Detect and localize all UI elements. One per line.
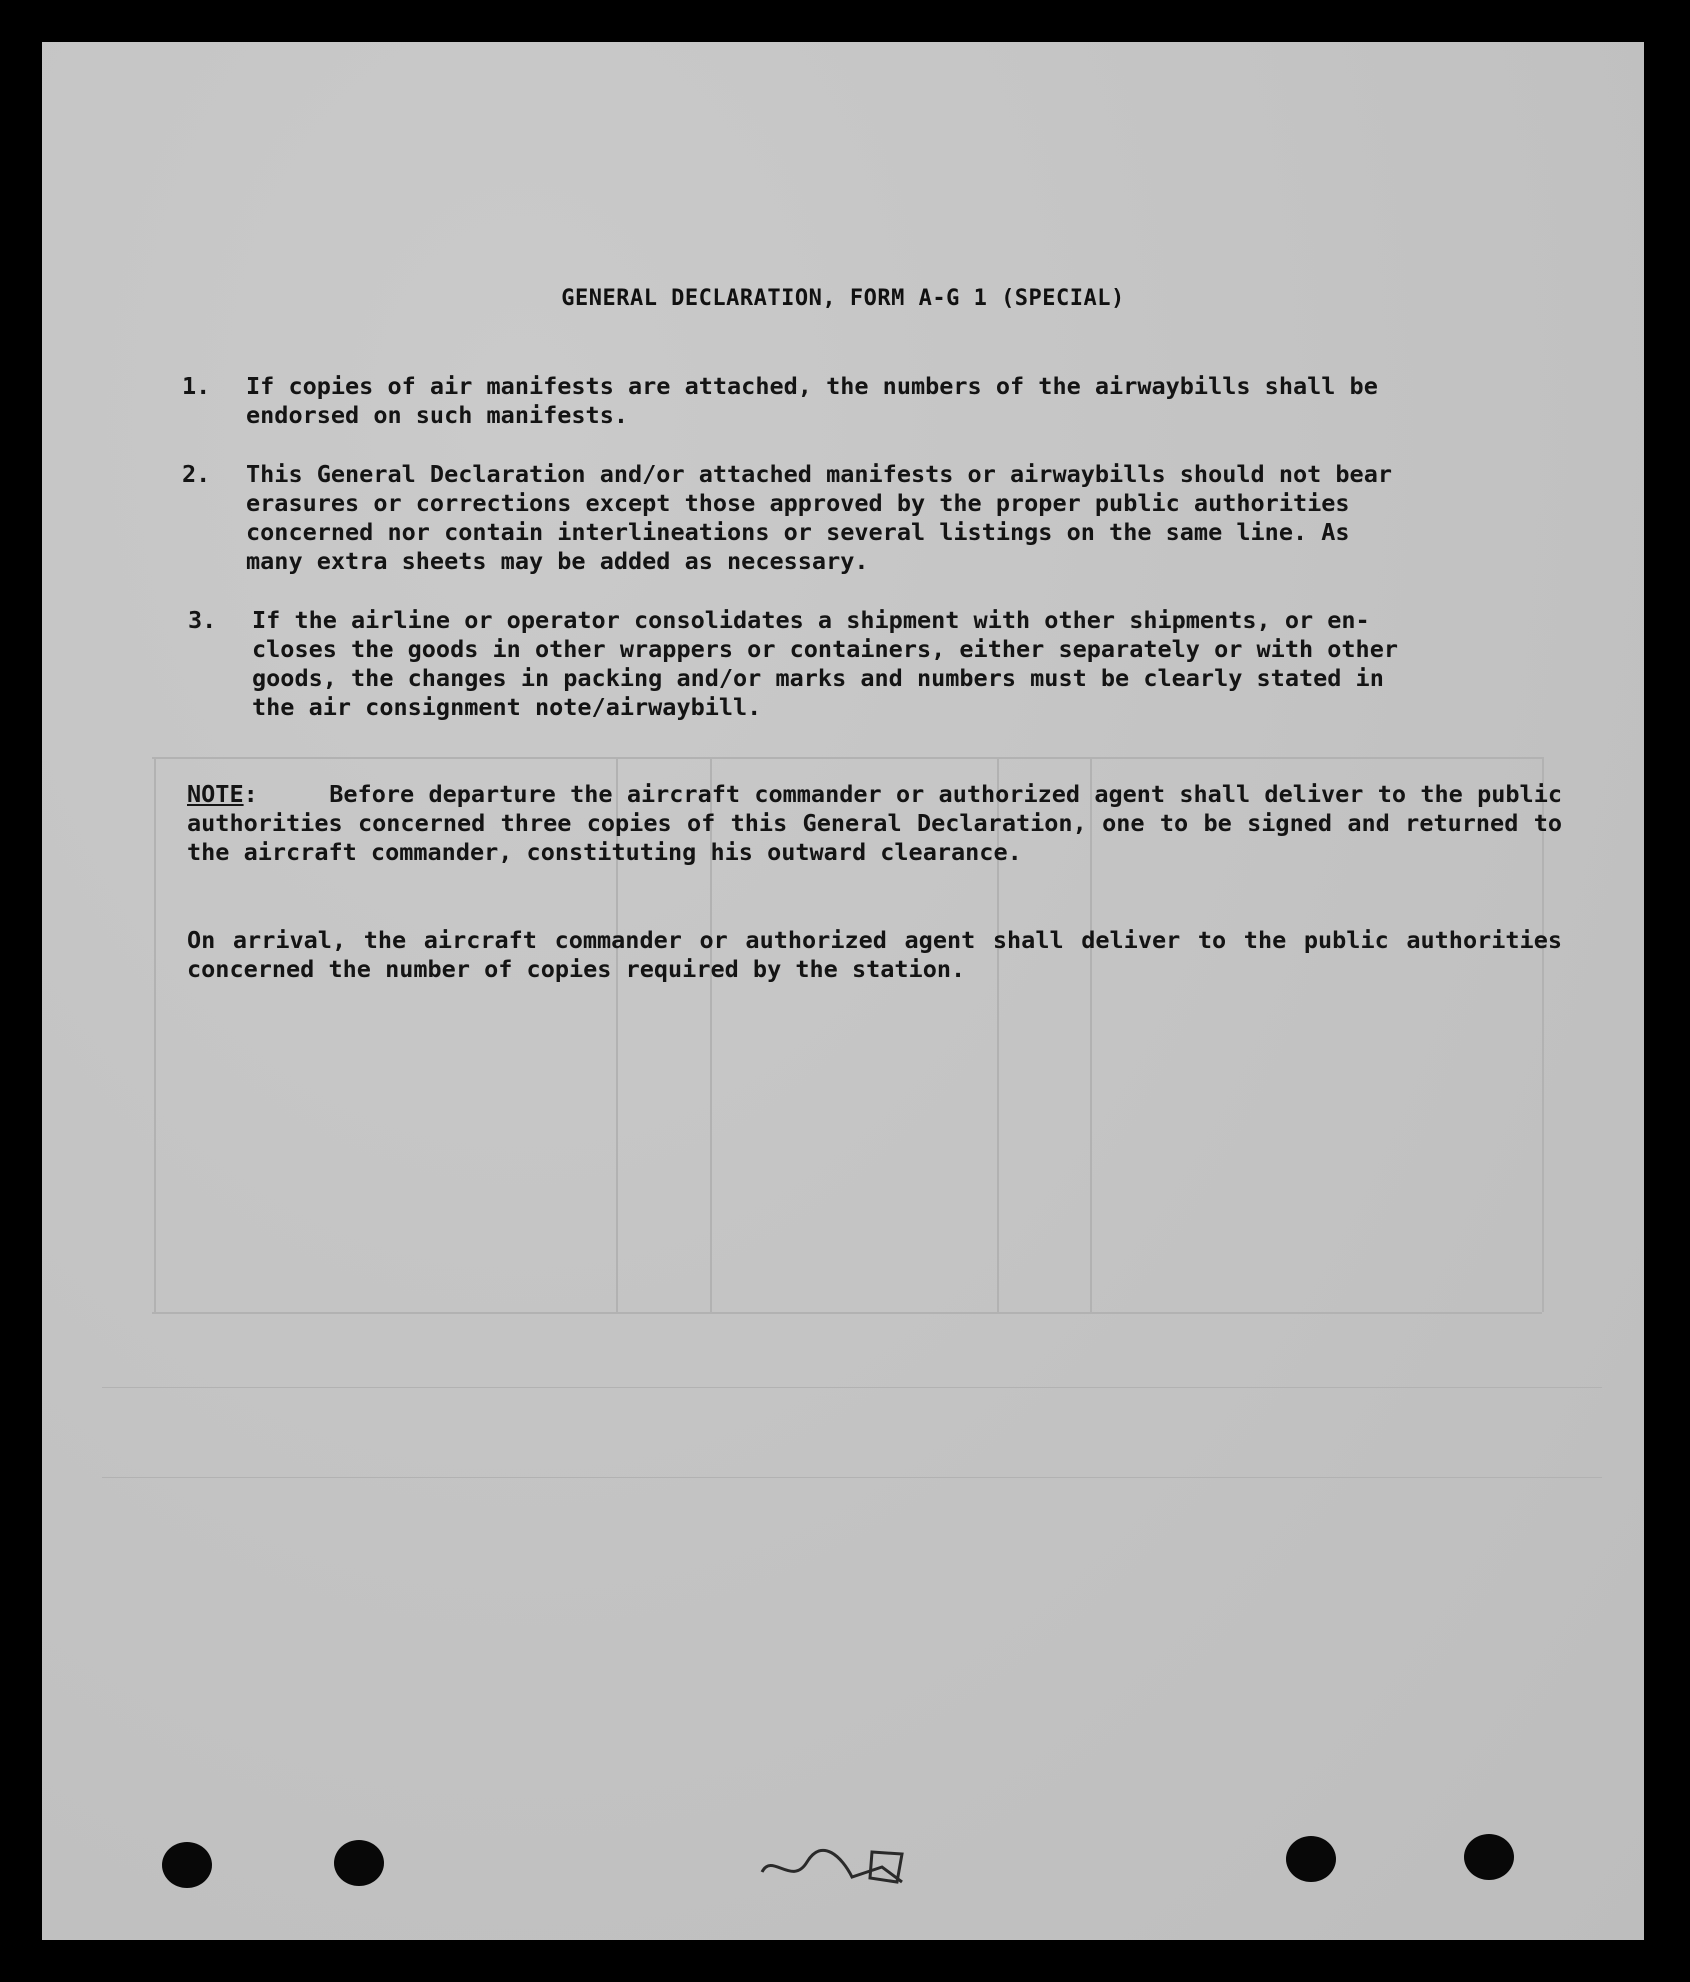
handwritten-mark [752, 1832, 922, 1912]
list-item-text: If copies of air manifests are attached, the numbers of the airwaybills shall be endorsed on such manifests. [246, 372, 1378, 429]
arrival-paragraph: On arrival, the aircraft commander or authorized agent shall deliver to the public authorities concerned the number of copies required by the station. [187, 926, 1562, 983]
list-item-number: 1. [182, 372, 211, 400]
list-item-number: 3. [188, 606, 217, 634]
bleed-table-line [152, 1312, 1542, 1314]
list-item-text: If the airline or operator consolidates a shipment with other shipments, or en- closes the goods in other wrappers or containers, either separately or with other goods, the changes in packing and/or marks and numbers must be clearly stated in the air consignment note/airwaybill. [252, 606, 1399, 721]
bleed-table-line [154, 757, 156, 1312]
punch-hole [1286, 1836, 1336, 1882]
punch-hole [1464, 1834, 1514, 1880]
note-colon: : [243, 780, 258, 808]
document-sheet [42, 42, 1644, 1940]
list-item-text: This General Declaration and/or attached manifests or airwaybills should not bear erasures or corrections except those approved by the proper public authorities concerned nor contain interlineations or several listings on the same line. As many extra sheets may be added as necessary. [246, 460, 1393, 575]
punch-hole [162, 1842, 212, 1888]
bleed-rule [102, 1477, 1602, 1478]
list-item-number: 2. [182, 460, 211, 488]
bleed-table-line [152, 757, 1542, 759]
note-text: Before departure the aircraft commander or authorized agent shall deliver to the public authorities concerned three copies of this General Declaration, one to be signed and returned to the aircraft commander, constituting his outward clearance. [187, 780, 1562, 866]
punch-hole [334, 1840, 384, 1886]
note-label: NOTE [187, 780, 244, 808]
note-paragraph [187, 780, 1562, 867]
page-title: GENERAL DECLARATION, FORM A-G 1 (SPECIAL) [561, 286, 1125, 311]
bleed-rule [102, 1387, 1602, 1388]
